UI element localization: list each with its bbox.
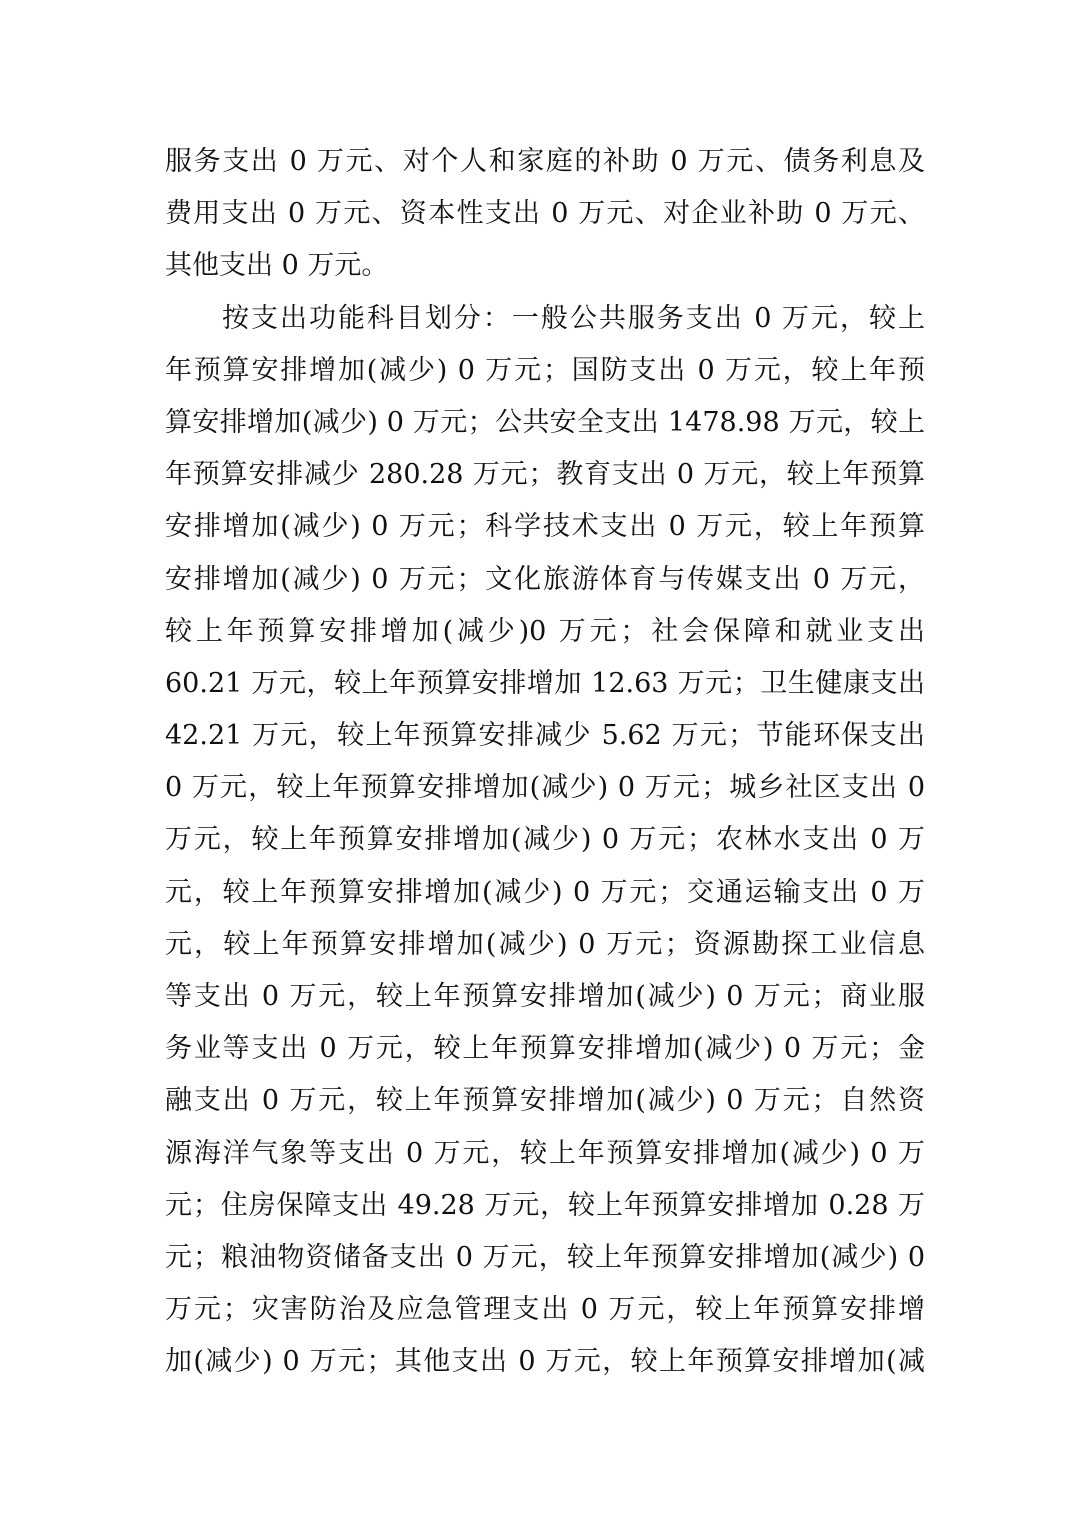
text-line: 其他支出 0 万元。	[165, 250, 389, 282]
text-line: 务业等支出 0 万元，较上年预算安排增加(减少) 0 万元；金	[165, 1033, 925, 1065]
text-line: 年预算安排增加(减少) 0 万元；国防支出 0 万元，较上年预	[165, 354, 925, 386]
text-line: 年预算安排减少 280.28 万元；教育支出 0 万元，较上年预算	[165, 459, 925, 491]
text-line: 60.21 万元，较上年预算安排增加 12.63 万元；卫生健康支出	[165, 667, 925, 699]
text-line: 万元；灾害防治及应急管理支出 0 万元，较上年预算安排增	[165, 1294, 925, 1326]
text-line: 万元，较上年预算安排增加(减少) 0 万元；农林水支出 0 万	[165, 824, 925, 856]
text-line: 42.21 万元，较上年预算安排减少 5.62 万元；节能环保支出	[165, 720, 925, 752]
body-text	[165, 136, 925, 1389]
text-line: 融支出 0 万元，较上年预算安排增加(减少) 0 万元；自然资	[165, 1085, 925, 1117]
text-line: 元，较上年预算安排增加(减少) 0 万元；交通运输支出 0 万	[165, 876, 925, 908]
text-line: 安排增加(减少) 0 万元；文化旅游体育与传媒支出 0 万元，	[165, 563, 925, 595]
text-line: 费用支出 0 万元、资本性支出 0 万元、对企业补助 0 万元、	[165, 198, 925, 230]
text-line: 服务支出 0 万元、对个人和家庭的补助 0 万元、债务利息及	[165, 146, 925, 177]
paragraph-start-line: 按支出功能科目划分：一般公共服务支出 0 万元，较上	[222, 302, 925, 334]
text-line: 算安排增加(减少) 0 万元；公共安全支出 1478.98 万元，较上	[165, 406, 925, 438]
text-line: 安排增加(减少) 0 万元；科学技术支出 0 万元，较上年预算	[165, 511, 925, 543]
text-line: 加(减少) 0 万元；其他支出 0 万元，较上年预算安排增加(减	[165, 1346, 925, 1378]
text-line: 0 万元，较上年预算安排增加(减少) 0 万元；城乡社区支出 0	[165, 772, 925, 804]
text-line: 元；住房保障支出 49.28 万元，较上年预算安排增加 0.28 万	[165, 1189, 925, 1221]
text-line: 较上年预算安排增加(减少)0 万元；社会保障和就业支出	[165, 615, 925, 647]
text-line: 等支出 0 万元，较上年预算安排增加(减少) 0 万元；商业服	[165, 981, 925, 1012]
text-line: 源海洋气象等支出 0 万元，较上年预算安排增加(减少) 0 万	[165, 1137, 925, 1169]
text-line: 元；粮油物资储备支出 0 万元，较上年预算安排增加(减少) 0	[165, 1241, 925, 1273]
text-line: 元，较上年预算安排增加(减少) 0 万元；资源勘探工业信息	[165, 928, 925, 960]
